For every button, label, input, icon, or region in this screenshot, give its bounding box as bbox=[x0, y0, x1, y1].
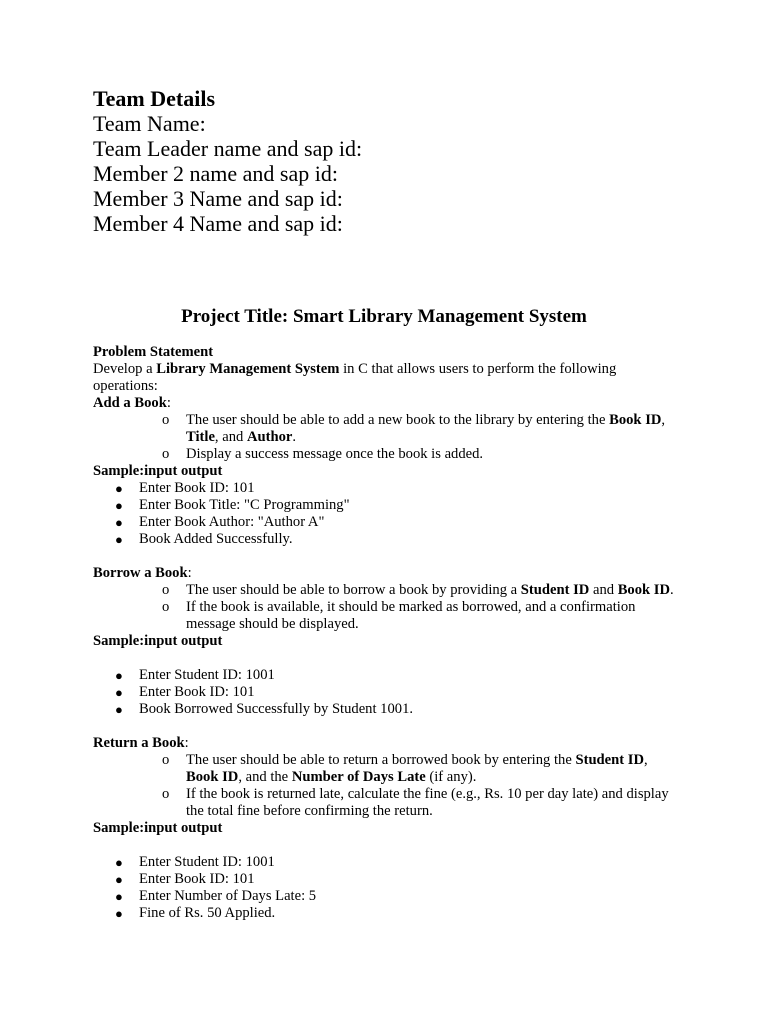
bullet-marker: ● bbox=[115, 498, 123, 513]
team-name-line: Team Name: bbox=[93, 111, 206, 136]
add-book-details bbox=[93, 412, 675, 463]
sample-label: Sample:input output bbox=[93, 463, 223, 479]
bullet-marker: ● bbox=[115, 872, 123, 887]
sub-marker: o bbox=[162, 412, 170, 428]
bullet-marker: ● bbox=[115, 855, 123, 870]
list-item: ● Book Added Successfully. bbox=[115, 531, 293, 547]
list-item: ● Enter Student ID: 1001 bbox=[115, 854, 275, 870]
bullet-marker: ● bbox=[115, 889, 123, 904]
list-item: ● Enter Student ID: 1001 bbox=[115, 667, 275, 683]
bullet-marker: ● bbox=[115, 515, 123, 530]
team-details-section bbox=[93, 86, 362, 236]
add-book-heading: Add a Book: bbox=[93, 395, 171, 411]
bullet-marker: ● bbox=[115, 685, 123, 700]
sample-label: Sample:input output bbox=[93, 820, 223, 836]
bullet-marker: ● bbox=[115, 481, 123, 496]
list-item: ● Enter Book ID: 101 bbox=[115, 871, 255, 887]
list-item: o The user should be able to borrow a book by providing a Student ID and Book ID. bbox=[162, 582, 674, 598]
return-book-samples bbox=[93, 854, 675, 922]
project-title: Project Title: Smart Library Management System bbox=[181, 306, 587, 327]
bullet-marker: ● bbox=[115, 532, 123, 547]
list-item: ● Enter Number of Days Late: 5 bbox=[115, 888, 317, 904]
sample-label: Sample:input output bbox=[93, 633, 223, 649]
list-item: o If the book is returned late, calculate the fine (e.g., Rs. 10 per day late) and display the total fine before confirming the return. bbox=[162, 786, 669, 819]
borrow-book-heading: Borrow a Book: bbox=[93, 565, 192, 581]
member-4-line: Member 4 Name and sap id: bbox=[93, 211, 343, 236]
list-item: o Display a success message once the book is added. bbox=[162, 446, 484, 462]
sub-marker: o bbox=[162, 752, 170, 768]
add-book-samples bbox=[93, 480, 675, 548]
list-item: ● Enter Book ID: 101 bbox=[115, 684, 255, 700]
list-item: ● Enter Book Author: "Author A" bbox=[115, 514, 325, 530]
borrow-book-details bbox=[93, 582, 675, 633]
sub-marker: o bbox=[162, 599, 170, 615]
list-item: o The user should be able to return a borrowed book by entering the Student ID, Book ID, and the Number of Days Late (if any). bbox=[162, 752, 648, 785]
member-3-line: Member 3 Name and sap id: bbox=[93, 186, 343, 211]
document-body bbox=[93, 344, 675, 922]
sub-marker: o bbox=[162, 582, 170, 598]
list-item: ● Enter Book ID: 101 bbox=[115, 480, 255, 496]
member-2-line: Member 2 name and sap id: bbox=[93, 161, 338, 186]
list-item: ● Enter Book Title: "C Programming" bbox=[115, 497, 350, 513]
team-leader-line: Team Leader name and sap id: bbox=[93, 136, 363, 161]
return-book-heading: Return a Book: bbox=[93, 735, 189, 751]
list-item: ● Fine of Rs. 50 Applied. bbox=[115, 905, 276, 921]
team-details-heading: Team Details bbox=[93, 86, 216, 111]
list-item: o If the book is available, it should be marked as borrowed, and a confirmation message should be displayed. bbox=[162, 599, 636, 632]
list-item: ● Book Borrowed Successfully by Student 1001. bbox=[115, 701, 414, 717]
bullet-marker: ● bbox=[115, 668, 123, 683]
sub-marker: o bbox=[162, 446, 170, 462]
bullet-marker: ● bbox=[115, 702, 123, 717]
problem-statement-text: Develop a Library Management System in C that allows users to perform the following operations: bbox=[93, 361, 617, 394]
problem-statement-heading: Problem Statement bbox=[93, 344, 214, 360]
bullet-marker: ● bbox=[115, 906, 123, 921]
borrow-book-samples bbox=[93, 667, 675, 718]
list-item: o The user should be able to add a new book to the library by entering the Book ID, Title, and Author. bbox=[162, 412, 666, 445]
return-book-details bbox=[93, 752, 675, 820]
sub-marker: o bbox=[162, 786, 170, 802]
